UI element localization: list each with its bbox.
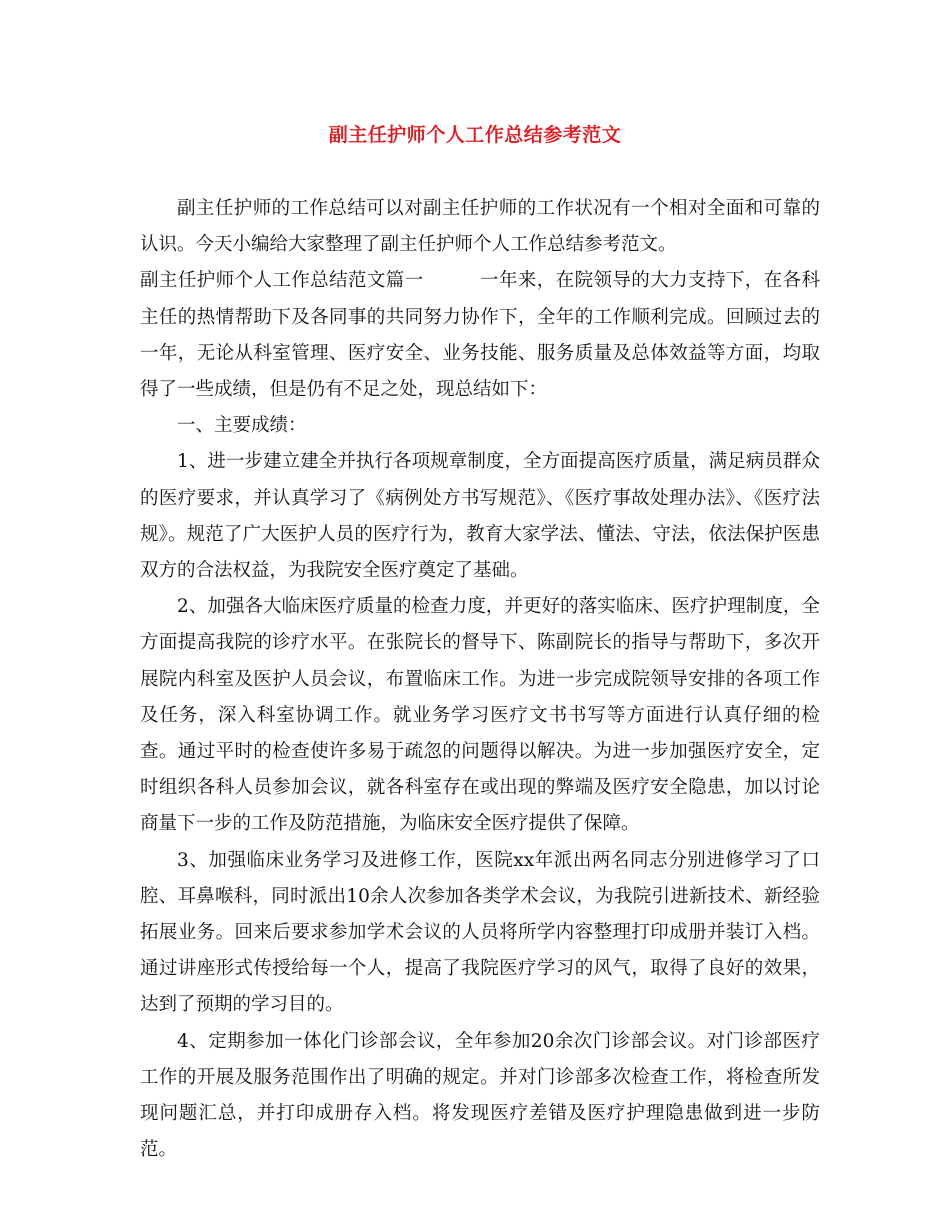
subheading: 一、主要成绩： (177, 415, 307, 437)
item-paragraph-4: 4、定期参加一体化门诊部会议，全年参加20余次门诊部会议。对门诊部医疗工作的开展及服务范围作出了明确的规定。并对门诊部多次检查工作，将检查所发现问题汇总，并打印成册存入档。将发现医疗差错及医疗护理隐患做到进一步防范。 (140, 1030, 820, 1161)
item-paragraph-3: 3、加强临床业务学习及进修工作，医院xx年派出两名同志分别进修学习了口腔、耳鼻喉科，同时派出10余人次参加各类学术会议，为我院引进新技术、新经验拓展业务。回来后要求参加学术会议的人员将所学内容整理打印成册并装订入档。通过讲座形式传授给每一个人，提高了我院医疗学习的风气，取得了良好的效果，达到了预期的学习目的。 (140, 849, 820, 1016)
intro-paragraph: 副主任护师的工作总结可以对副主任护师的工作状况有一个相对全面和可靠的认识。今天小编给大家整理了副主任护师个人工作总结参考范文。 (140, 198, 820, 256)
document-body (140, 191, 820, 1168)
item-paragraph-2: 2、加强各大临床医疗质量的检查力度，并更好的落实临床、医疗护理制度，全方面提高我院的诊疗水平。在张院长的督导下、陈副院长的指导与帮助下，多次开展院内科室及医护人员会议，布置临床工作。为进一步完成院领导安排的各项工作及任务，深入科室协调工作。就业务学习医疗文书书写等方面进行认真仔细的检查。通过平时的检查使许多易于疏忽的问题得以解决。为进一步加强医疗安全，定时组织各科人员参加会议，就各科室存在或出现的弊端及医疗安全隐患，加以讨论商量下一步的工作及防范措施，为临床安全医疗提供了保障。 (140, 596, 820, 835)
item-paragraph-1: 1、进一步建立建全并执行各项规章制度，全方面提高医疗质量，满足病员群众的医疗要求，并认真学习了《病例处方书写规范》、《医疗事故处理办法》、《医疗法规》。规范了广大医护人员的医疗行为，教育大家学法、懂法、守法，依法保护医患双方的合法权益，为我院安全医疗奠定了基础。 (140, 451, 820, 582)
section-paragraph (140, 263, 820, 408)
section-heading: 副主任护师个人工作总结范文篇一 (140, 270, 424, 292)
section-opening: 一年来，在院领导的大力支持下，在各科主任的热情帮助下及各同事的共同努力协作下，全年的工作顺利完成。回顾过去的一年，无论从科室管理、医疗安全、业务技能、服务质量及总体效益等方面，均取得了一些成绩，但是仍有不足之处，现总结如下： (140, 270, 820, 401)
document-title: 副主任护师个人工作总结参考范文 (328, 124, 622, 146)
